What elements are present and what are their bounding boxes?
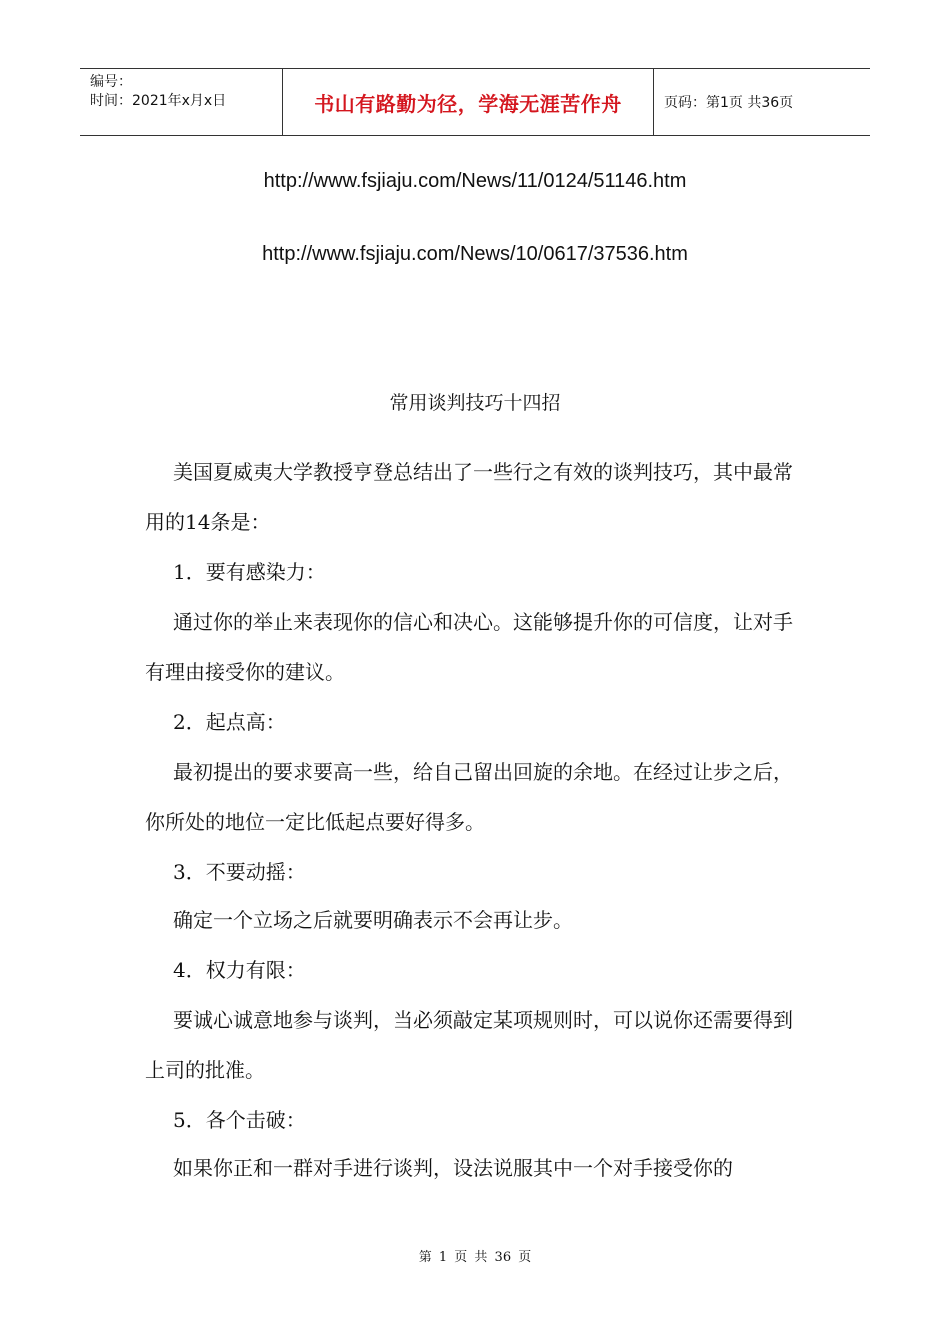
number-label: 编号： — [90, 74, 132, 90]
paragraph-5: 如果你正和一群对手进行谈判，设法说服其中一个对手接受你的 — [173, 1156, 733, 1180]
header-motto: 书山有路勤为径，学海无涯苦作舟 — [282, 69, 654, 135]
paragraph-intro: 美国夏威夷大学教授亨登总结出了一些行之有效的谈判技巧，其中最常用的14条是： — [145, 460, 793, 534]
heading-3: 3．不要动摇： — [173, 860, 306, 884]
paragraph-2: 最初提出的要求要高一些，给自己留出回旋的余地。在经过让步之后，你所处的地位一定比低起点要好得多。 — [145, 760, 793, 834]
page-footer: 第 1 页 共 36 页 — [418, 1250, 532, 1265]
header-meta — [80, 69, 282, 135]
source-url-1[interactable]: http://www.fsjiaju.com/News/11/0124/51146.htm — [263, 170, 687, 192]
header-table — [80, 68, 870, 136]
heading-2: 2．起点高： — [173, 710, 286, 734]
heading-1: 1．要有感染力： — [173, 560, 326, 584]
paragraph-3: 确定一个立场之后就要明确表示不会再让步。 — [173, 908, 573, 932]
header-page-info: 页码：第1页 共36页 — [664, 95, 794, 111]
document-title: 常用谈判技巧十四招 — [389, 392, 561, 414]
source-url-2[interactable]: http://www.fsjiaju.com/News/10/0617/37536.htm — [262, 243, 688, 265]
paragraph-4: 要诚心诚意地参与谈判，当必须敲定某项规则时，可以说你还需要得到上司的批准。 — [145, 1008, 793, 1082]
time-label: 时间：2021年x月x日 — [90, 93, 227, 109]
paragraph-1: 通过你的举止来表现你的信心和决心。这能够提升你的可信度，让对手有理由接受你的建议。 — [145, 610, 793, 684]
heading-5: 5．各个击破： — [173, 1108, 306, 1132]
heading-4: 4．权力有限： — [173, 958, 306, 982]
